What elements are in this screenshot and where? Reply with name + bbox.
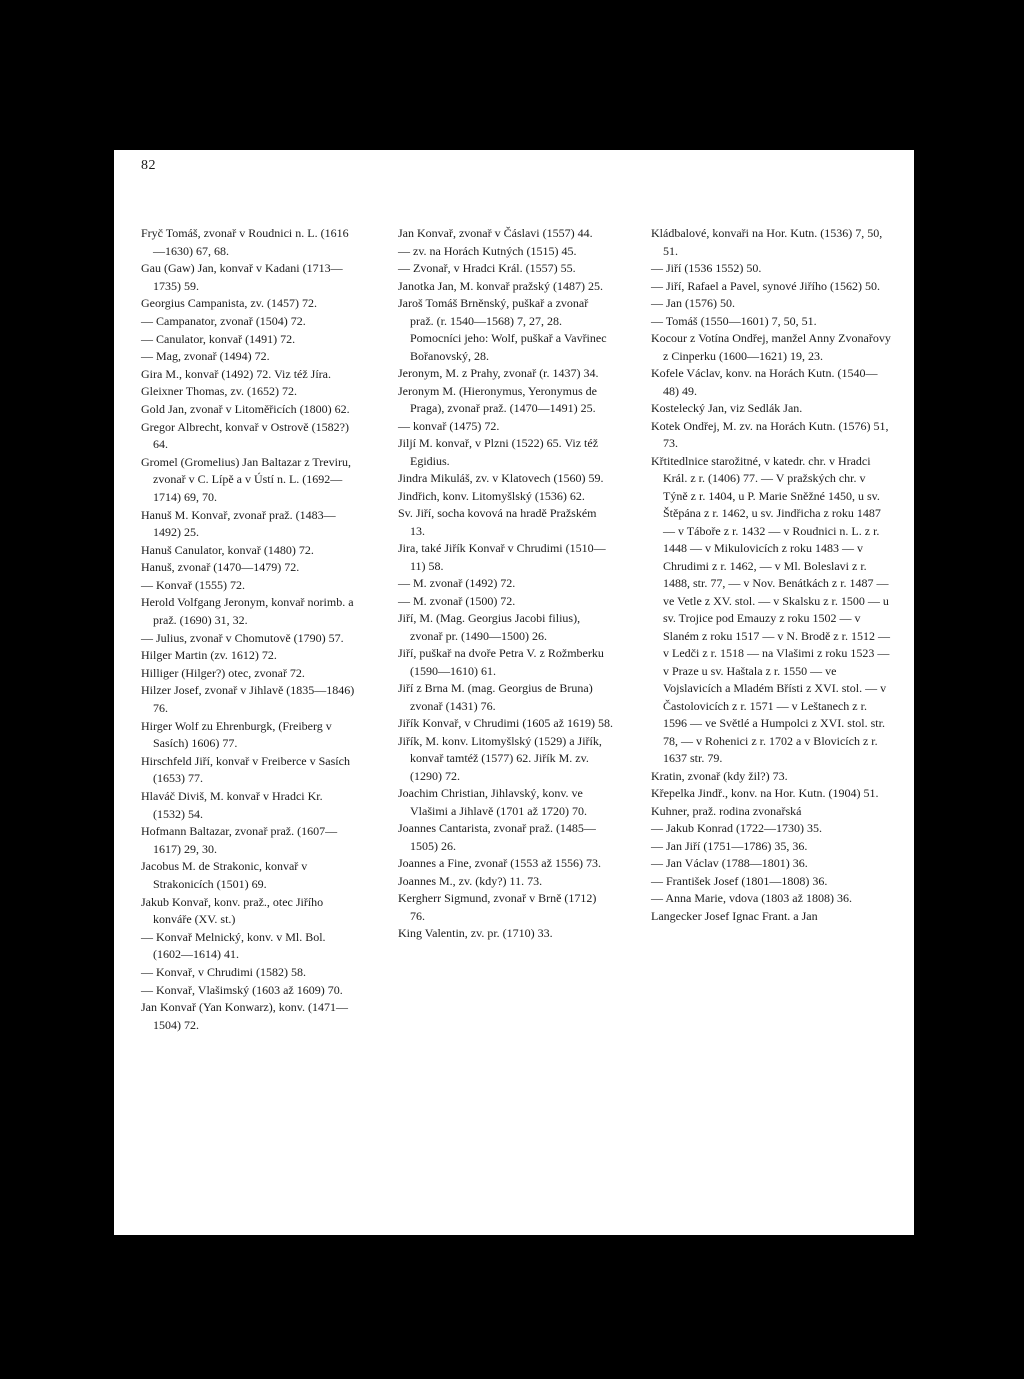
index-entry: Jeronym M. (Hieronymus, Yeronymus de Praga), zvonař praž. (1470—1491) 25.	[398, 383, 597, 415]
index-column-1	[141, 225, 356, 1034]
index-entry: — Konvař, Vlašimský (1603 až 1609) 70.	[141, 982, 343, 997]
index-entry: Hanuš M. Konvař, zvonař praž. (1483—1492) 25.	[141, 507, 336, 540]
index-entry: Gau (Gaw) Jan, konvař v Kadani (1713—1735) 59.	[141, 261, 343, 293]
index-entry: — Jan (1576) 50.	[651, 296, 735, 310]
index-entry: Hirschfeld Jiří, konvař v Freiberce v Sasích (1653) 77.	[141, 753, 350, 786]
index-entry: — Julius, zvonař v Chomutově (1790) 57.	[141, 630, 344, 645]
index-entry: Janotka Jan, M. konvař pražský (1487) 25.	[398, 278, 603, 293]
index-entry: Kládbalové, konvaři na Hor. Kutn. (1536) 7, 50, 51.	[651, 226, 883, 258]
index-entry: Fryč Tomáš, zvonař v Roudnici n. L. (1616—1630) 67, 68.	[141, 226, 349, 258]
index-entry: Gregor Albrecht, konvař v Ostrově (1582?) 64.	[141, 419, 349, 452]
index-entry: Hanuš Canulator, konvař (1480) 72.	[141, 542, 314, 557]
index-entry: Hlaváč Diviš, M. konvař v Hradci Kr. (1532) 54.	[141, 789, 323, 821]
index-entry: — Konvař Melnický, konv. v Ml. Bol. (1602—1614) 41.	[141, 929, 326, 962]
index-column-2	[398, 225, 613, 943]
index-entry: — Anna Marie, vdova (1803 až 1808) 36.	[651, 891, 852, 905]
index-entry: Kratin, zvonař (kdy žil?) 73.	[651, 768, 788, 783]
index-entry: Sv. Jiří, socha kovová na hradě Pražském 13.	[398, 506, 597, 538]
index-entry: Kergherr Sigmund, zvonař v Brně (1712) 76.	[398, 891, 597, 923]
index-entry: Gira M., konvař (1492) 72. Viz též Jíra.	[141, 366, 332, 381]
index-entry: Georgius Campanista, zv. (1457) 72.	[141, 296, 317, 311]
index-entry: Gromel (Gromelius) Jan Baltazar z Treviru, zvonař v C. Lípě a v Ústí n. L. (1692—1714) 69, 70.	[141, 454, 351, 504]
index-entry: Jaroš Tomáš Brněnský, puškař a zvonař praž. (r. 1540—1568) 7, 27, 28. Pomocníci jeho: Wolf, puškař a Vavřinec Bořanovský, 28.	[398, 296, 607, 363]
index-entry: Hofmann Baltazar, zvonař praž. (1607—1617) 29, 30.	[141, 824, 338, 856]
index-entry: Jiří, puškař na dvoře Petra V. z Rožmberku (1590—1610) 61.	[398, 646, 604, 678]
index-entry: Jan Konvař, zvonař v Čáslavi (1557) 44.	[398, 226, 593, 240]
index-entry: — Konvař (1555) 72.	[141, 577, 245, 592]
index-entry: — Jiří (1536 1552) 50.	[651, 261, 762, 275]
index-entry: Jira, také Jiřík Konvař v Chrudimi (1510—11) 58.	[398, 541, 606, 573]
index-entry: — František Josef (1801—1808) 36.	[651, 873, 828, 888]
index-entry: — Jan Václav (1788—1801) 36.	[651, 856, 808, 870]
index-column-3	[651, 225, 891, 925]
index-entry: Kostelecký Jan, viz Sedlák Jan.	[651, 401, 803, 415]
index-entry: Křtitedlnice starožitné, v katedr. chr. v Hradci Král. z r. (1406) 77. — V pražských chr. v Týně z r. 1404, u P. Marie Sněžné 1450, u sv. Štěpána z r. 1462, u sv. Jindřicha z roku 1487 — v Táboře z r. 1432 — v Roudnici n. L. z r. 1448 — v Mikulovicích z roku 1483 — v Chrudimi z r. 1462, — v Ml. Boleslavi z r. 1488, str. 77, — v Nov. Benátkách z r. 1487 — ve Vetle z XV. stol. — v Skalsku z r. 1500 — u sv. Trojice pod Emauzy z roku 1502 — v Slaném z roku 1517 — v N. Brodě z r. 1512 — v Ledči z r. 1518 — na Vlašimi z roku 1523 — v Praze u sv. Haštala z r. 1550 — ve Vojslavicích a Mladém Břísti z XVI. stol. — v Častolovicích z r. 1571 — v Leštanech z r. 1596 — ve Světlé a Humpolci z XVI. stol. str. 78, — v Rohenici z r. 1702 a v Blovicích z r. 1637 str. 79.	[651, 453, 890, 765]
index-entry: — Mag, zvonař (1494) 72.	[141, 349, 270, 364]
index-entry: Hilger Martin (zv. 1612) 72.	[141, 648, 277, 663]
index-entry: Hirger Wolf zu Ehrenburgk, (Freiberg v Sasích) 1606) 77.	[141, 718, 332, 751]
index-entry: — Jakub Konrad (1722—1730) 35.	[651, 821, 822, 835]
index-entry: Hilzer Josef, zvonař v Jihlavě (1835—1846) 76.	[141, 683, 355, 716]
index-entry: — Jan Jiří (1751—1786) 35, 36.	[651, 838, 808, 853]
index-entry: Hilliger (Hilger?) otec, zvonař 72.	[141, 665, 305, 680]
index-entry: Kuhner, praž. rodina zvonařská	[651, 803, 802, 818]
index-entry: — zv. na Horách Kutných (1515) 45.	[398, 243, 577, 258]
index-entry: Joannes Cantarista, zvonař praž. (1485—1505) 26.	[398, 821, 596, 853]
index-entry: Gold Jan, zvonař v Litoměřicích (1800) 62.	[141, 401, 350, 416]
index-entry: Křepelka Jindř., konv. na Hor. Kutn. (1904) 51.	[651, 786, 879, 800]
index-entry: Jacobus M. de Strakonic, konvař v Strakonicích (1501) 69.	[141, 859, 308, 891]
index-entry: Langecker Josef Ignac Frant. a Jan	[651, 908, 818, 923]
index-entry: Jiří, M. (Mag. Georgius Jacobi filius), zvonař pr. (1490—1500) 26.	[398, 611, 581, 643]
index-entry: Jindra Mikuláš, zv. v Klatovech (1560) 59.	[398, 471, 604, 485]
index-entry: — Konvař, v Chrudimi (1582) 58.	[141, 964, 306, 979]
index-entry: — konvař (1475) 72.	[398, 418, 500, 433]
index-entry: — Zvonař, v Hradci Král. (1557) 55.	[398, 261, 576, 275]
index-entry: Herold Volfgang Jeronym, konvař norimb. a praž. (1690) 31, 32.	[141, 595, 354, 628]
page-number: 82	[141, 158, 156, 173]
index-entry: — Canulator, konvař (1491) 72.	[141, 331, 296, 346]
index-entry: Joannes M., zv. (kdy?) 11. 73.	[398, 873, 543, 888]
index-entry: — M. zvonař (1500) 72.	[398, 593, 516, 608]
index-entry: Joannes a Fine, zvonař (1553 až 1556) 73.	[398, 856, 601, 870]
index-entry: Jiří z Brna M. (mag. Georgius de Bruna) zvonař (1431) 76.	[398, 681, 593, 713]
index-entry: Joachim Christian, Jihlavský, konv. ve Vlašimi a Jihlavě (1701 až 1720) 70.	[398, 786, 587, 818]
index-entry: Jiřík Konvař, v Chrudimi (1605 až 1619) 58.	[398, 716, 613, 730]
index-entry: — Jiří, Rafael a Pavel, synové Jiřího (1562) 50.	[651, 278, 880, 293]
index-entry: Hanuš, zvonař (1470—1479) 72.	[141, 560, 300, 575]
index-entry: — M. zvonař (1492) 72.	[398, 576, 516, 590]
index-entry: Kocour z Votína Ondřej, manžel Anny Zvonařovy z Cinperku (1600—1621) 19, 23.	[651, 331, 891, 363]
index-entry: Jeronym, M. z Prahy, zvonař (r. 1437) 34.	[398, 366, 599, 380]
index-entry: Jiřík, M. konv. Litomyšlský (1529) a Jiřík, konvař tamtéž (1577) 62. Jiřík M. zv. (1290) 72.	[398, 733, 602, 783]
index-entry: King Valentin, zv. pr. (1710) 33.	[398, 926, 553, 940]
index-entry: — Tomáš (1550—1601) 7, 50, 51.	[651, 313, 817, 328]
index-entry: Jiljí M. konvař, v Plzni (1522) 65. Viz též Egidius.	[398, 436, 599, 468]
index-entry: Kotek Ondřej, M. zv. na Horách Kutn. (1576) 51, 73.	[651, 418, 889, 450]
index-entry: Gleixner Thomas, zv. (1652) 72.	[141, 384, 297, 399]
index-entry: Jan Konvař (Yan Konwarz), konv. (1471—1504) 72.	[141, 1000, 348, 1032]
index-entry: Jindřich, konv. Litomyšlský (1536) 62.	[398, 488, 585, 503]
index-entry: — Campanator, zvonař (1504) 72.	[141, 313, 306, 328]
index-entry: Jakub Konvař, konv. praž., otec Jiřího konváře (XV. st.)	[141, 894, 324, 927]
index-entry: Kofele Václav, konv. na Horách Kutn. (1540—48) 49.	[651, 366, 878, 398]
